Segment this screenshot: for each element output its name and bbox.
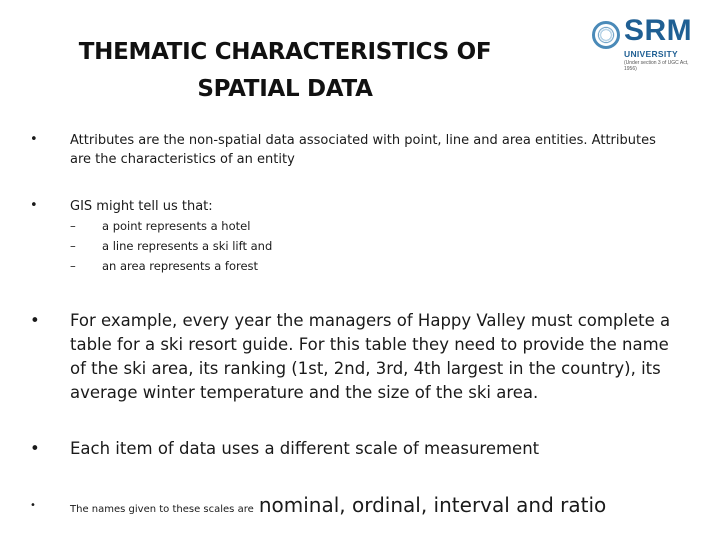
sub-item-text: a line represents a ski lift and: [102, 239, 273, 253]
sub-list-item: [70, 256, 470, 276]
logo-brand: SRM: [624, 14, 693, 47]
bullet-text-2: GIS might tell us that:: [70, 199, 213, 214]
bullet-text-4: Each item of data uses a different scale of measurement: [70, 439, 540, 458]
sub-item-text: an area represents a forest: [102, 259, 259, 273]
slide-title: THEMATIC CHARACTERISTICS OF SPATIAL DATA: [78, 39, 492, 102]
bullet-icon: •: [30, 500, 36, 511]
sub-list-item: [70, 216, 470, 236]
bullet-icon: •: [30, 439, 40, 458]
logo-tagline: (Under section 3 of UGC Act, 1956): [624, 60, 689, 72]
bullet-icon: •: [30, 198, 38, 213]
university-seal-icon: [592, 21, 620, 49]
srm-university-logo: [592, 14, 702, 82]
bullet-icon: •: [30, 132, 38, 147]
dash-icon: –: [70, 219, 76, 233]
bullet-icon: •: [30, 311, 40, 330]
bullet-text-1: Attributes are the non-spatial data associated with point, line and area entities. Attributes are the characteristics of an entity: [70, 133, 656, 167]
bullet-text-5: [70, 491, 700, 521]
dash-icon: –: [70, 239, 76, 253]
bullet-text-3: For example, every year the managers of Happy Valley must complete a table for a ski resort guide. For this table they need to provide the name of the ski area, its ranking (1st, 2nd, 3rd, 4th largest in the country), its average winter temperature and the size of the ski area.: [70, 311, 671, 402]
logo-subtitle: UNIVERSITY: [624, 49, 679, 59]
scale-intro-text: The names given to these scales are: [70, 504, 254, 515]
scale-names-text: nominal, ordinal, interval and ratio: [258, 493, 607, 517]
sub-list-item: [70, 236, 470, 256]
dash-icon: –: [70, 259, 76, 273]
sub-item-text: a point represents a hotel: [102, 219, 251, 233]
